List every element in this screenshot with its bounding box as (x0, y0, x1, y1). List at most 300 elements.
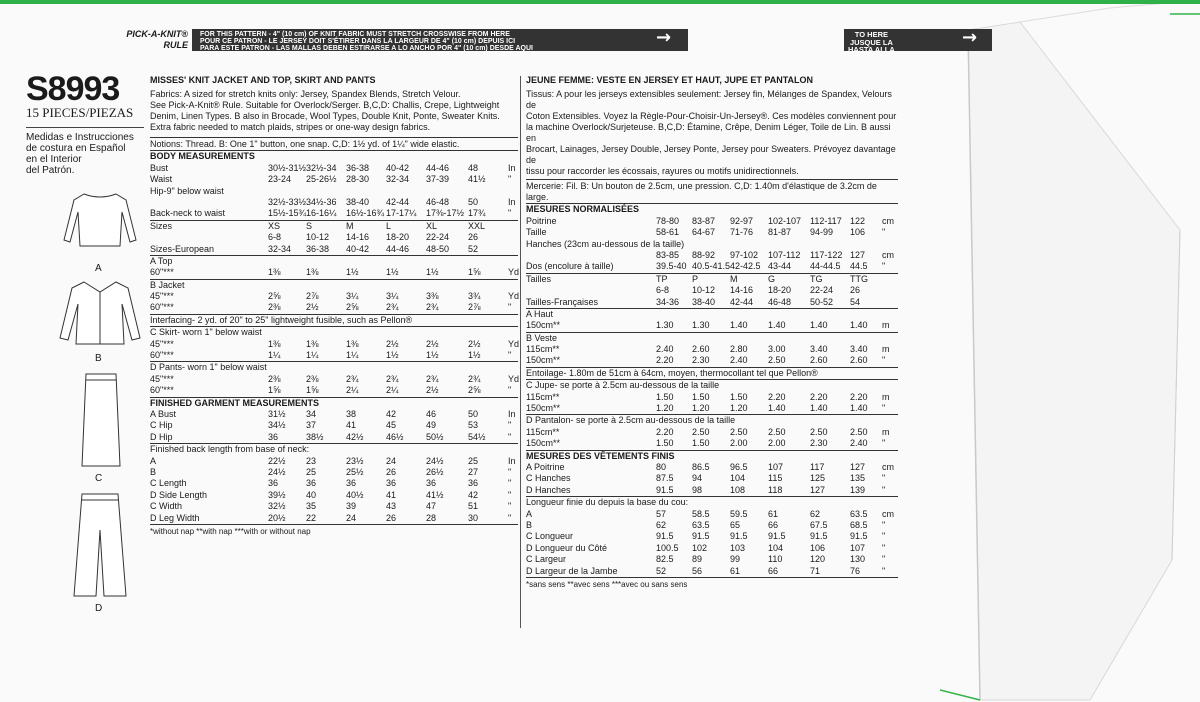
table-row (526, 566, 898, 577)
cell-value: 31½ (268, 409, 286, 419)
cell-value: " (508, 478, 512, 489)
cell-value: 44-46 (386, 243, 410, 254)
cell-value: 50½ (426, 431, 444, 442)
cell-value: 49 (426, 420, 437, 431)
row-label: Bust (150, 162, 169, 173)
table-row (150, 279, 518, 291)
cell-value: 6-8 (656, 285, 670, 296)
cell-value: 14-16 (730, 285, 754, 296)
cell-value: 87.5 (656, 473, 674, 484)
cell-value: 3⅜ (426, 291, 439, 302)
row-label: Longueur finie du depuis la base du cou: (526, 497, 689, 508)
cell-value: 2¼ (346, 385, 359, 396)
cell-value: 46-48 (426, 196, 450, 207)
cell-value: G (768, 273, 776, 284)
cell-value: 2.30 (692, 355, 710, 366)
row-label: 45"*** (150, 291, 174, 302)
cell-value: 66 (768, 565, 779, 576)
envelope-flap (940, 0, 1200, 702)
cell-value: P (692, 273, 699, 284)
cell-value: 139 (850, 484, 866, 495)
cell-value: 22-24 (426, 232, 450, 243)
row-label: C Longueur (526, 531, 574, 542)
cell-value: In (508, 455, 516, 466)
cell-value: cm (882, 249, 894, 260)
cell-value: 48-50 (426, 243, 450, 254)
view-b-label: B (95, 353, 102, 364)
cell-value: 36 (306, 478, 317, 489)
cell-value: 15½-15¾ (268, 208, 307, 219)
cell-value: L (386, 220, 392, 231)
cell-value: 36 (268, 478, 279, 489)
cell-value: XXL (468, 220, 486, 231)
cell-value: 1.40 (850, 403, 868, 414)
row-label: A Haut (526, 308, 554, 319)
english-table (150, 150, 518, 524)
cell-value: 94-99 (810, 227, 834, 238)
row-label: 115cm** (526, 426, 560, 437)
cell-value: 3.40 (810, 344, 828, 355)
cell-value: 80 (656, 462, 667, 472)
table-row (526, 543, 898, 554)
row-label: C Largeur (526, 554, 567, 565)
cell-value: 1⅜ (306, 338, 319, 349)
view-d-label: D (95, 603, 103, 614)
row-label: D Hip (150, 431, 173, 442)
cell-value: 26 (386, 466, 397, 477)
table-row (526, 308, 898, 320)
cell-value: 48 (468, 162, 479, 173)
cell-value: 97-102 (730, 249, 759, 260)
table-row (526, 509, 898, 520)
table-row (150, 361, 518, 373)
row-label: Tailles-Françaises (526, 296, 599, 307)
cell-value: 2⅝ (346, 302, 359, 313)
row-label: Entoilage- 1.80m de 51cm à 64cm, moyen, thermocollant tel que Pellon® (526, 367, 818, 378)
cell-value: 32½-33½ (268, 196, 307, 207)
cell-value: Yd (508, 267, 520, 278)
cell-value: 46 (426, 409, 437, 419)
table-row (150, 374, 518, 385)
cell-value: 89 (692, 554, 703, 565)
cell-value: 107-112 (768, 249, 801, 260)
row-label: C Width (150, 501, 183, 512)
cell-value: 36 (346, 478, 357, 489)
cell-value: 14-16 (346, 232, 370, 243)
row-label: A Bust (150, 409, 177, 419)
cell-value: 1.20 (730, 403, 748, 414)
cell-value: 46½ (386, 431, 404, 442)
cell-value: 2.20 (850, 391, 868, 402)
cell-value: " (508, 174, 512, 185)
cell-value: 1.30 (692, 320, 710, 331)
french-notions: Mercerie: Fil. B: Un bouton de 2.5cm, une pression. C,D: 1.40m d'élastique de 3.2cm de large. (526, 179, 898, 203)
table-row (526, 250, 898, 261)
rule-label: PICK-A-KNIT® RULE (126, 29, 188, 50)
row-label: FINISHED GARMENT MEASUREMENTS (150, 397, 320, 408)
table-row (526, 297, 898, 308)
cell-value: 1.40 (810, 403, 828, 414)
cell-value: 2⅜ (306, 373, 319, 384)
cell-value: 1.50 (656, 438, 674, 449)
cell-value: 112-117 (810, 215, 842, 226)
cell-value: 50-52 (810, 296, 834, 307)
cell-value: 38-40 (346, 196, 370, 207)
cell-value: m (882, 320, 890, 331)
cell-value: 3¼ (346, 291, 359, 302)
cell-value: 2½ (386, 338, 399, 349)
table-row (150, 420, 518, 431)
cell-value: 42-44 (730, 296, 754, 307)
cell-value: XS (268, 220, 281, 231)
cell-value: 62 (810, 508, 821, 519)
cell-value: 1.40 (768, 320, 786, 331)
cell-value: 2.80 (730, 344, 748, 355)
cell-value: 2.50 (850, 426, 868, 437)
table-row (150, 174, 518, 185)
row-label: Waist (150, 174, 173, 185)
cell-value: 18-20 (386, 232, 410, 243)
table-row (150, 186, 518, 197)
row-label: Hip-9" below waist (150, 185, 224, 196)
cell-value: 2¾ (386, 302, 399, 313)
cell-value: 130 (850, 554, 866, 565)
row-label: B Veste (526, 332, 558, 343)
cell-value: 2.50 (768, 355, 786, 366)
table-section-heading (150, 150, 518, 162)
cell-value: M (346, 220, 354, 231)
cell-value: 1½ (386, 350, 399, 361)
row-label: D Hanches (526, 484, 571, 495)
cell-value: 81-87 (768, 227, 792, 238)
french-fabrics: Tissus: A pour les jerseys extensibles seulement: Jersey fin, Mélanges de Spandex, Velours de Coton Extensibles. Voyez la Règle-Pour-Choisir-Un-Jersey®. Ces modèles conviennent pour la machine Overlock/Surjeteuse. B,C,D: Étamine, Crêpe, Denim Léger, Toile de Lin. B aussi en Brocart, Lainages, Jersey Double, Jersey Ponte, Jersey pour Sweaters. Prévoyez davantage de tissu pour raccorder les écossais, rayures ou motifs unidirectionnels. (526, 89, 897, 177)
cell-value: 106 (850, 227, 866, 238)
cell-value: 1⅝ (268, 385, 281, 396)
cell-value: " (882, 403, 886, 414)
cell-value: 52 (656, 565, 667, 576)
table-row (526, 367, 898, 379)
cell-value: 42 (468, 489, 479, 500)
cell-value: 2.00 (730, 438, 748, 449)
cell-value: 91.5 (768, 531, 786, 542)
cell-value: 25 (306, 466, 317, 477)
cell-value: M (730, 273, 738, 284)
row-label: D Pants- worn 1" below waist (150, 362, 267, 373)
cell-value: 86.5 (692, 462, 710, 472)
cell-value: 46-48 (768, 296, 792, 307)
cell-value: 22½ (268, 455, 286, 466)
row-label: 60"*** (150, 385, 174, 396)
cell-value: 40.5-41.5 (692, 261, 731, 272)
cell-value: 39.5-40 (656, 261, 687, 272)
table-row (526, 438, 898, 449)
view-c-label: C (95, 473, 103, 484)
rule-text: FOR THIS PATTERN - 4" (10 cm) OF KNIT FABRIC MUST STRETCH CROSSWISE FROM HERE POUR CE PATRON - LE JERSEY DOIT S'ÉTIRER DANS LA LARGEUR DE 4" (10 cm) DEPUIS ICI PARA ESTE PATRON - LAS MALLAS DEBEN ESTIRARSE A LO ANCHO POR 4" (10 cm) DESDE AQUI (200, 31, 533, 53)
cell-value: 44-44.5 (810, 261, 841, 272)
table-row (150, 255, 518, 267)
cell-value: 2.40 (730, 355, 748, 366)
pattern-info (26, 70, 144, 176)
cell-value: 43 (386, 501, 397, 512)
cell-value: 36 (268, 431, 279, 442)
cell-value: 68.5 (850, 519, 868, 530)
cell-value: 82.5 (656, 554, 674, 565)
cell-value: 2½ (426, 338, 439, 349)
cell-value: 35 (306, 501, 317, 512)
cell-value: 40½ (346, 489, 364, 500)
table-row (526, 496, 898, 508)
french-title: JEUNE FEMME: VESTE EN JERSEY ET HAUT, JUPE ET PANTALON (526, 75, 814, 85)
cell-value: " (882, 438, 886, 449)
row-label: 60"*** (150, 350, 174, 361)
cell-value: 91.5 (810, 531, 828, 542)
row-label: 60"*** (150, 302, 174, 313)
cell-value: 2⅞ (468, 302, 481, 313)
cell-value: 107 (768, 462, 784, 472)
cell-value: 32-34 (386, 174, 410, 185)
cell-value: 2½ (468, 338, 481, 349)
cell-value: 71-76 (730, 227, 754, 238)
cell-value: 41 (346, 420, 357, 431)
cell-value: 38½ (306, 431, 324, 442)
table-row (526, 403, 898, 414)
cell-value: 1.20 (656, 403, 674, 414)
cell-value: 91.5 (656, 484, 674, 495)
cell-value: 36-38 (346, 162, 370, 173)
cell-value: 2¾ (468, 373, 481, 384)
row-label: 150cm** (526, 403, 561, 414)
table-row (150, 232, 518, 243)
table-row (526, 227, 898, 238)
row-label: A Top (150, 255, 173, 266)
table-section-heading (150, 397, 518, 409)
table-row (150, 339, 518, 350)
cell-value: 1½ (346, 267, 359, 278)
cell-value: 83-87 (692, 215, 716, 226)
row-label: A Poitrine (526, 462, 565, 472)
cell-value: 64-67 (692, 227, 716, 238)
table-row (526, 320, 898, 331)
row-label: Interfacing- 2 yd. of 20" to 25" lightweight fusible, such as Pellon® (150, 314, 413, 325)
cell-value: " (882, 355, 886, 366)
cell-value: 88-92 (692, 249, 716, 260)
cell-value: " (508, 350, 512, 361)
cell-value: Yd (508, 373, 520, 384)
view-a-top-sketch (60, 190, 140, 250)
cell-value: 135 (850, 473, 866, 484)
row-label: 45"*** (150, 338, 174, 349)
cell-value: 2⅝ (468, 385, 481, 396)
french-column (526, 75, 898, 590)
cell-value: 57 (656, 508, 667, 519)
cell-value: 17⅜-17½ (426, 208, 465, 219)
table-row (526, 379, 898, 391)
cell-value: 58.5 (692, 508, 710, 519)
cell-value: 23 (306, 455, 317, 466)
cell-value: " (882, 531, 886, 542)
table-row (150, 163, 518, 174)
flap-graphic (940, 0, 1200, 702)
cell-value: 2⅜ (268, 373, 281, 384)
cell-value: 104 (730, 473, 746, 484)
view-c-skirt-sketch (76, 370, 126, 470)
cell-value: 2.50 (810, 426, 828, 437)
cell-value: 50 (468, 409, 479, 419)
cell-value: 66 (768, 519, 779, 530)
rule-bar-start (192, 29, 688, 51)
table-row (150, 314, 518, 326)
cell-value: 63.5 (850, 508, 868, 519)
cell-value: 3¾ (468, 291, 481, 302)
medidas-note: Medidas e Instrucciones de costura en Español en el Interior del Patrón. (26, 127, 144, 176)
cell-value: 38 (346, 409, 357, 419)
cell-value: 50 (468, 196, 479, 207)
cell-value: " (882, 227, 886, 238)
cell-value: 2.20 (768, 391, 786, 402)
cell-value: 102 (692, 542, 708, 553)
cell-value: 17-17¼ (386, 208, 417, 219)
cell-value: 96.5 (730, 462, 748, 472)
cell-value: 25 (468, 455, 479, 466)
cell-value: 1½ (426, 267, 439, 278)
cell-value: 1.50 (692, 391, 710, 402)
cell-value: 2.20 (656, 426, 674, 437)
cell-value: 1⅜ (268, 267, 281, 278)
cell-value: m (882, 426, 890, 437)
cell-value: 127 (850, 249, 866, 260)
cell-value: " (508, 501, 512, 512)
french-table (526, 203, 898, 577)
cell-value: 2½ (426, 385, 439, 396)
cell-value: 104 (768, 542, 784, 553)
cell-value: 37-39 (426, 174, 450, 185)
cell-value: 110 (768, 554, 783, 565)
cell-value: " (882, 554, 886, 565)
cell-value: " (508, 512, 512, 523)
cell-value: 2.50 (730, 426, 748, 437)
table-row (150, 385, 518, 396)
cell-value: 40-42 (346, 243, 370, 254)
table-row (150, 197, 518, 208)
row-label: 45"*** (150, 373, 174, 384)
arrow-right-icon: → (962, 27, 978, 48)
cell-value: 100.5 (656, 542, 679, 553)
cell-value: 36 (468, 478, 479, 489)
row-label: Taille (526, 227, 547, 238)
table-row (526, 414, 898, 426)
cell-value: 1⅜ (268, 338, 281, 349)
table-section-heading (526, 450, 898, 462)
cell-value: 91.5 (850, 531, 868, 542)
cell-value: 98 (692, 484, 703, 495)
cell-value: 32½ (268, 501, 286, 512)
row-label: Dos (encolure à taille) (526, 261, 614, 272)
cell-value: 2¾ (426, 373, 439, 384)
row-label: 150cm** (526, 320, 561, 331)
cell-value: cm (882, 215, 894, 226)
row-label: Sizes-European (150, 243, 215, 254)
cell-value: S (306, 220, 313, 231)
cell-value: cm (882, 508, 894, 519)
row-label: D Pantalon- se porte à 2.5cm au-dessous de la taille (526, 415, 736, 426)
cell-value: 2⅝ (268, 291, 281, 302)
cell-value: 2.40 (850, 438, 868, 449)
cell-value: 37 (306, 420, 317, 431)
row-label: B (150, 466, 157, 477)
cell-value: 24½ (268, 466, 286, 477)
column-divider (520, 76, 521, 628)
cell-value: 63.5 (692, 519, 710, 530)
cell-value: 58-61 (656, 227, 680, 238)
cell-value: 99 (730, 554, 741, 565)
cell-value: 23-24 (268, 174, 292, 185)
cell-value: 45 (386, 420, 397, 431)
cell-value: 53 (468, 420, 479, 431)
table-row (150, 409, 518, 420)
cell-value: 1.40 (810, 320, 828, 331)
cell-value: " (508, 302, 512, 313)
cell-value: 2¾ (346, 373, 359, 384)
row-label: Sizes (150, 220, 173, 231)
cell-value: 52 (468, 243, 479, 254)
row-label: C Hanches (526, 473, 571, 484)
cell-value: 108 (730, 484, 746, 495)
cell-value: 122 (850, 215, 866, 226)
cell-value: 76 (850, 565, 861, 576)
cell-value: In (508, 162, 516, 173)
cell-value: 118 (768, 484, 783, 495)
table-row (150, 490, 518, 501)
rule-end-text: TO HERE JUSQUE LA HASTA ALLA (848, 30, 895, 54)
cell-value: 3.40 (850, 344, 868, 355)
top-edge-stripe (0, 0, 1200, 4)
cell-value: 10-12 (692, 285, 716, 296)
arrow-right-icon: → (656, 27, 672, 48)
cell-value: 1½ (386, 267, 399, 278)
cell-value: " (882, 261, 886, 272)
cell-value: 117-122 (810, 249, 843, 260)
cell-value: 2.60 (692, 344, 710, 355)
cell-value: " (508, 489, 512, 500)
cell-value: 26 (468, 232, 479, 243)
cell-value: 54½ (468, 431, 486, 442)
row-label: D Leg Width (150, 512, 200, 523)
cell-value: 2.50 (692, 426, 710, 437)
table-row (150, 467, 518, 478)
cell-value: 67.5 (810, 519, 828, 530)
row-label: B Jacket (150, 279, 185, 290)
cell-value: 1¼ (306, 350, 319, 361)
english-title: MISSES' KNIT JACKET AND TOP, SKIRT AND PANTS (150, 75, 376, 85)
row-label: D Longueur du Côté (526, 542, 608, 553)
cell-value: 25½ (346, 466, 364, 477)
cell-value: 41 (386, 489, 397, 500)
cell-value: 2.30 (810, 438, 828, 449)
row-label: Poitrine (526, 215, 557, 226)
table-row (150, 244, 518, 255)
row-label: 115cm** (526, 344, 560, 355)
cell-value: 30½-31½ (268, 162, 307, 173)
row-label: C Length (150, 478, 187, 489)
cell-value: 61 (730, 565, 741, 576)
cell-value: 2.40 (656, 344, 674, 355)
cell-value: 92-97 (730, 215, 754, 226)
cell-value: " (882, 565, 886, 576)
cell-value: In (508, 409, 516, 419)
cell-value: 2.60 (850, 355, 868, 366)
table-row (150, 501, 518, 512)
row-label: C Hip (150, 420, 173, 431)
